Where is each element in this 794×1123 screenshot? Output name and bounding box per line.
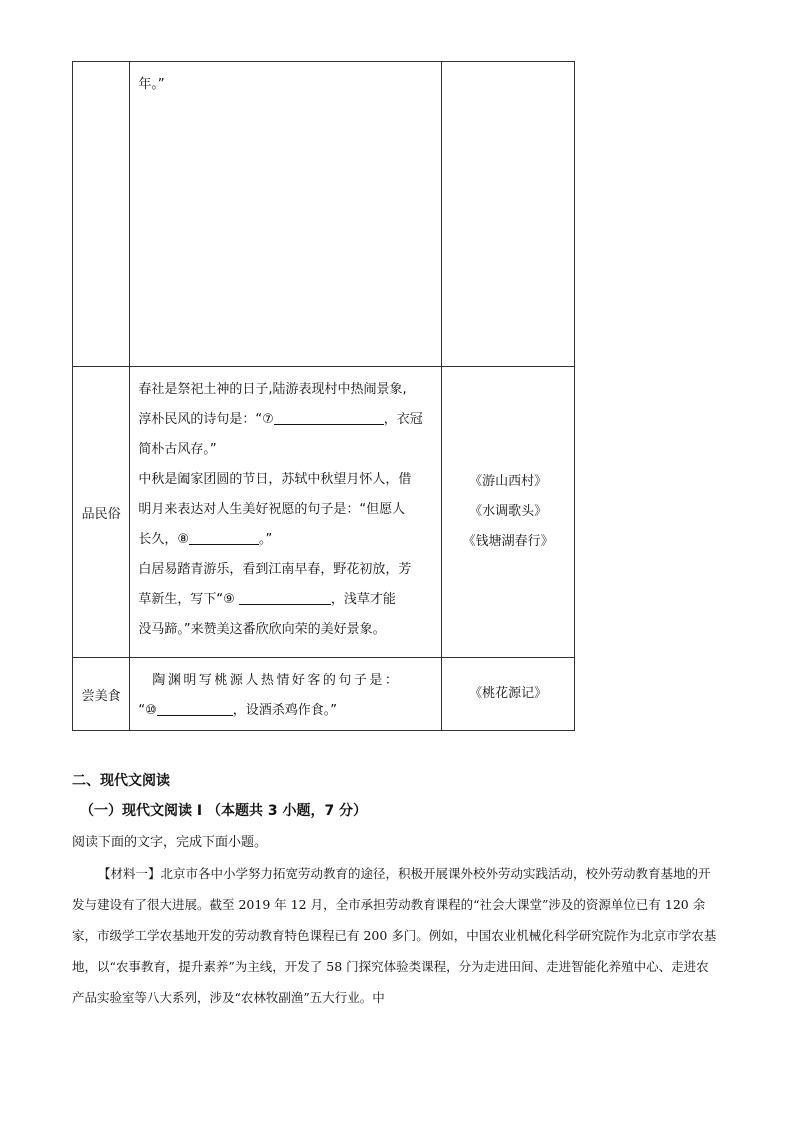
- section-title: 二、现代文阅读: [72, 773, 170, 789]
- text-line: 长久，⑧ 。”: [138, 532, 273, 547]
- answer-blank-8[interactable]: [189, 530, 259, 545]
- text-line: 简朴古风存。”: [138, 442, 217, 457]
- instruction-text: 阅读下面的文字，完成下面小题。: [72, 835, 268, 850]
- article-body: [72, 858, 720, 1013]
- source-title: 《钱塘湖春行》: [462, 534, 554, 549]
- text-line: 明月来表达对人生美好祝愿的句子是：“但愿人: [138, 502, 406, 517]
- text-line: “⑩ ，设酒杀鸡作食。”: [138, 703, 337, 718]
- text-line: 草新生，写下“⑨ ，浅草才能: [138, 592, 396, 607]
- answer-blank-7[interactable]: [274, 410, 384, 425]
- source-cell: [442, 367, 575, 658]
- answer-blank-9[interactable]: [239, 590, 331, 605]
- text-line: 春社是祭祀土神的日子,陆游表现村中热闹景象,: [138, 382, 407, 397]
- article-paragraph: 【材料一】北京市各中小学努力拓宽劳动教育的途径，积极开展课外校外劳动实践活动，校外劳动教育基地的开发与建设有了很大进展。截至 2019 年 12 月，全市承担劳动教育课程的“社会大课堂”涉及的资源单位已有 120 余家，市级学工学农基地开发的劳动教育特色课程已有 200 多门。例如，中国农业机械化科学研究院作为北京市学农基地，以“农事教育，提升素养”为主线，开发了 58 门探究体验类课程，分为走进田间、走进智能化养殖中心、走进农产品实验室等八大系列，涉及“农林牧副渔”五大行业。中: [72, 866, 717, 1005]
- source-title: 《水调歌头》: [469, 504, 548, 519]
- category-cell: [73, 62, 130, 367]
- text-line: 陶渊明写桃源人热情好客的句子是：: [152, 673, 401, 688]
- poetry-table: [72, 61, 575, 731]
- answer-blank-10[interactable]: [157, 701, 233, 716]
- content-cell: [130, 658, 442, 731]
- source-cell: 《桃花源记》: [442, 658, 575, 731]
- table-row: [73, 658, 575, 731]
- text-line: 白居易踏青游乐，看到江南早春，野花初放，芳: [138, 562, 412, 577]
- source-cell: [442, 62, 575, 367]
- category-cell: 品民俗: [73, 367, 130, 658]
- poem-text: 年。”: [138, 77, 165, 92]
- category-cell: 尝美食: [73, 658, 130, 731]
- text-line: 没马蹄。”来赞美这番欣欣向荣的美好景象。: [138, 622, 386, 637]
- table-row: [73, 367, 575, 658]
- text-line: 淳朴民风的诗句是：“⑦ ，衣冠: [138, 412, 423, 427]
- content-cell: [130, 62, 442, 367]
- content-cell: [130, 367, 442, 658]
- text-line: 中秋是阖家团圆的节日，苏轼中秋望月怀人，借: [138, 472, 412, 487]
- subsection-title: （一）现代文阅读 I （本题共 3 小题，7 分）: [80, 803, 368, 819]
- source-title: 《游山西村》: [469, 474, 548, 489]
- table-row: [73, 62, 575, 367]
